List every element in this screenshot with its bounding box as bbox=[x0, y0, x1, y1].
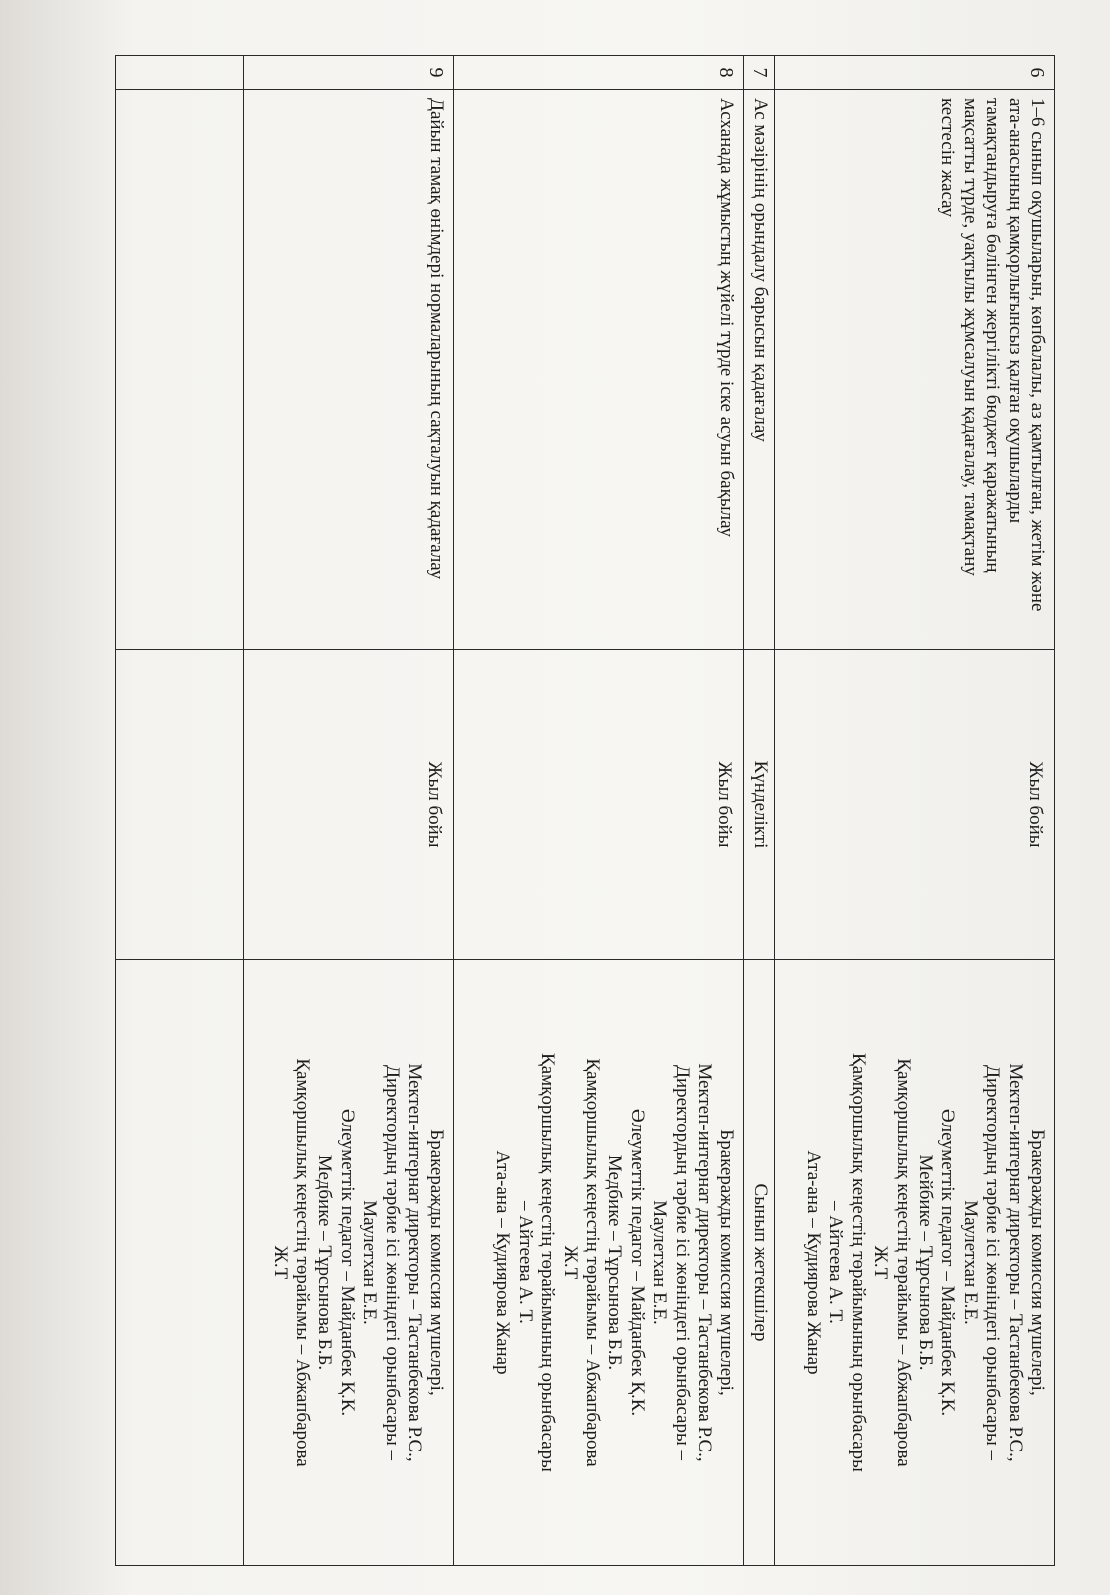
responsible-line: Мейбике – Тұрсынова Б.Б. bbox=[914, 1154, 936, 1371]
responsible-line: Қамқоршылық кеңестің төрайымы – Абжапбарова bbox=[581, 1058, 603, 1467]
responsible-line: – Айтеева А. Т. bbox=[514, 1201, 536, 1324]
task-period: Жыл бойы bbox=[244, 650, 454, 960]
responsible-line: Ж.Т bbox=[870, 1245, 892, 1280]
responsible-line: Маулетхан Е.Е. bbox=[359, 1200, 381, 1325]
row-number bbox=[116, 56, 244, 90]
plan-table-body bbox=[116, 56, 1055, 1566]
responsible-line: Әлеуметтік педагог – Майданбек Қ.К. bbox=[937, 1108, 959, 1417]
task-description bbox=[116, 90, 244, 650]
task-description: 1–6 сынып оқушыларын, көпбалалы, аз қамтылған, жетім және ата-анасының қамқорлығынсыз қалған оқушыларды тамақтандыруға бөлінген жергілікті бюджет қаражатының мақсатты түрде, уақтылы жұмсалуын қадағалау, тамақтану кестесін жасау bbox=[775, 90, 1055, 650]
table-row bbox=[454, 56, 744, 1566]
responsible-line: Медбике – Тұрсынова Б.Б. bbox=[604, 1154, 626, 1371]
row-number: 7 bbox=[744, 56, 775, 90]
responsible-line: Директордың тәрбие ісі жөніндегі орынбасары – bbox=[381, 1064, 403, 1460]
task-description: Асханада жұмыстың жүйелі түрде іске асуын бақылау bbox=[454, 90, 744, 650]
responsible-line: Ата-ана – Кудиярова Жанар bbox=[802, 1150, 824, 1375]
responsible-line: Ж.Т bbox=[269, 1245, 291, 1280]
task-period: Жыл бойы bbox=[775, 650, 1055, 960]
responsible-line: Медбике – Тұрсынова Б.Б. bbox=[314, 1154, 336, 1371]
responsible-list bbox=[244, 960, 454, 1566]
responsible-line: Ата-ана – Кудиярова Жанар bbox=[492, 1150, 514, 1375]
task-period: Күнделікті bbox=[744, 650, 775, 960]
row-number: 9 bbox=[244, 56, 454, 90]
responsible-list bbox=[744, 960, 775, 1566]
responsible-list bbox=[116, 960, 244, 1566]
responsible-line: Қамқоршылық кеңестің төрайымы – Абжапбарова bbox=[291, 1058, 313, 1467]
row-number: 6 bbox=[775, 56, 1055, 90]
rotated-table-wrapper bbox=[115, 55, 1055, 1565]
responsible-line: – Айтеева А. Т. bbox=[825, 1201, 847, 1324]
table-row bbox=[244, 56, 454, 1566]
task-description: Ас мәзірінің орындалу барысын қадағалау bbox=[744, 90, 775, 650]
responsible-line: Маулетхан Е.Е. bbox=[959, 1200, 981, 1325]
responsible-line: Әлеуметтік педагог – Майданбек Қ.К. bbox=[336, 1108, 358, 1417]
table-row bbox=[744, 56, 775, 1566]
responsible-line: Әлеуметтік педагог – Майданбек Қ.К. bbox=[626, 1108, 648, 1417]
responsible-line: Директордың тәрбие ісі жөніндегі орынбасары – bbox=[671, 1064, 693, 1460]
responsible-line: Сынып жетекшілер bbox=[750, 1183, 771, 1342]
table-row bbox=[775, 56, 1055, 1566]
row-number: 8 bbox=[454, 56, 744, 90]
table-row bbox=[116, 56, 244, 1566]
responsible-line: Мектеп-интернат директоры – Тастанбекова Р.С., bbox=[1004, 1063, 1026, 1462]
task-description: Дайын тамақ өнімдері нормаларының сақталуын қадағалау bbox=[244, 90, 454, 650]
responsible-line: Қамқоршылық кеңестің төрайымының орынбасары bbox=[537, 1053, 559, 1472]
responsible-line: Бракеражды комиссия мүшелері, bbox=[1027, 1129, 1048, 1396]
responsible-line: Мектеп-интернат директоры – Тастанбекова Р.С., bbox=[404, 1063, 425, 1462]
responsible-line: Директордың тәрбие ісі жөніндегі орынбасары – bbox=[982, 1064, 1004, 1460]
responsible-list bbox=[775, 960, 1055, 1566]
plan-table bbox=[115, 55, 1055, 1566]
task-period: Жыл бойы bbox=[454, 650, 744, 960]
responsible-line: Қамқоршылық кеңестің төрайымының орынбасары bbox=[847, 1053, 869, 1472]
responsible-line: Ж.Т bbox=[559, 1245, 581, 1280]
responsible-line: Маулетхан Е.Е. bbox=[649, 1200, 671, 1325]
responsible-line: Мектеп-интернат директоры – Тастанбекова Р.С., bbox=[694, 1063, 715, 1462]
responsible-list bbox=[454, 960, 744, 1566]
responsible-line: Бракеражды комиссия мүшелері, bbox=[716, 1129, 738, 1396]
responsible-line: Қамқоршылық кеңестің төрайымы – Абжапбарова bbox=[892, 1058, 914, 1467]
responsible-line: Бракеражды комиссия мүшелері, bbox=[426, 1129, 448, 1396]
task-period bbox=[116, 650, 244, 960]
